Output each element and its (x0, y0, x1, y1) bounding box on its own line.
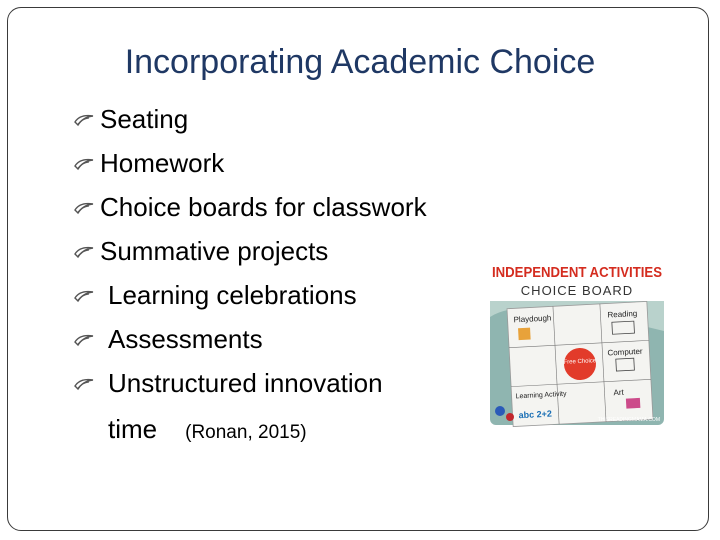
math-text: abc 2+2 (518, 408, 553, 421)
bullet-text: Summative projects (100, 236, 329, 266)
bullet-continuation (108, 414, 307, 445)
magnet-red (506, 413, 514, 421)
bullet-text: Unstructured innovation (108, 368, 383, 398)
swoosh-bullet-icon (74, 289, 94, 303)
cell-learning-activity: Learning Activity (515, 390, 567, 401)
cell-free-choice: Free Choice (563, 358, 597, 366)
image-credit: THISREADINGMAMA.COM (597, 417, 660, 423)
swoosh-bullet-icon (74, 377, 94, 391)
bullet-item (74, 148, 224, 179)
swoosh-bullet-icon (74, 113, 94, 127)
choice-board-heading: INDEPENDENT ACTIVITIES (492, 265, 663, 281)
art-icon (626, 398, 641, 409)
choice-board-subheading: CHOICE BOARD (520, 283, 634, 298)
bullet-text: Assessments (108, 324, 263, 354)
swoosh-bullet-icon (74, 245, 94, 259)
cell-playdough: Playdough (513, 313, 552, 325)
continuation-text: time (108, 414, 158, 444)
cell-computer: Computer (607, 346, 643, 358)
bullet-text: Seating (100, 104, 189, 134)
bullet-item (74, 324, 263, 355)
bullet-item (74, 104, 188, 135)
playdough-icon (518, 328, 531, 341)
bullet-item (74, 236, 328, 267)
bullet-text: Learning celebrations (108, 280, 357, 310)
choice-board-image (488, 257, 666, 427)
bullet-item (74, 368, 383, 399)
cell-reading: Reading (607, 308, 638, 320)
bullet-text: Homework (100, 148, 225, 178)
swoosh-bullet-icon (74, 201, 94, 215)
citation: (Ronan, 2015) (185, 422, 307, 443)
bullet-text: Choice boards for classwork (100, 192, 427, 222)
swoosh-bullet-icon (74, 157, 94, 171)
cell-art: Art (613, 387, 625, 398)
bullet-item (74, 192, 427, 223)
bullet-item (74, 280, 357, 311)
magnet-blue (495, 406, 505, 416)
swoosh-bullet-icon (74, 333, 94, 347)
slide-title: Incorporating Academic Choice (124, 43, 596, 81)
